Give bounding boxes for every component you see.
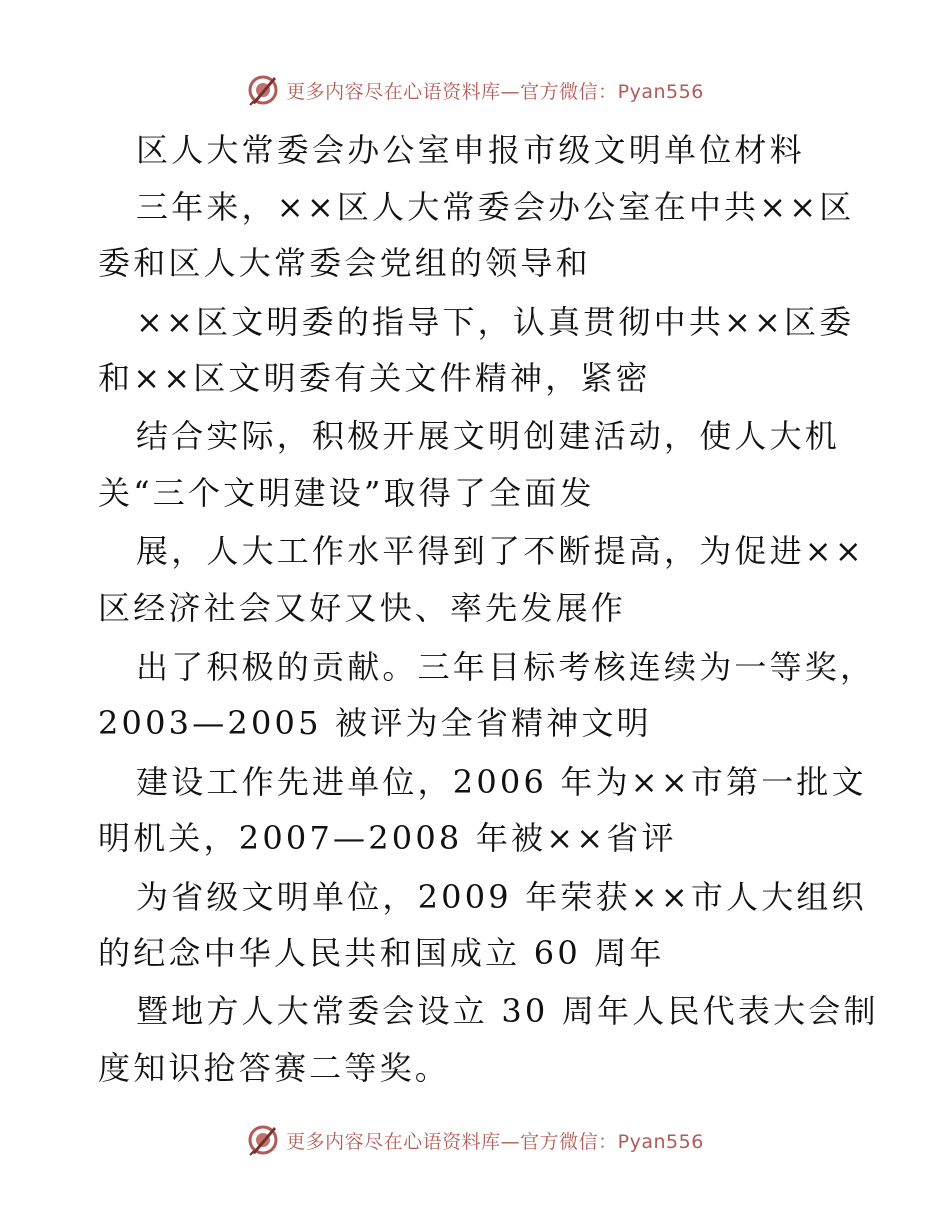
- paragraph-line: ××区文明委的指导下，认真贯彻中共××区委: [136, 303, 855, 341]
- paragraph-line: 明机关，2007—2008 年被××省评: [98, 819, 677, 857]
- header-watermark: [0, 70, 950, 110]
- watermark-text: 更多内容尽在心语资料库—官方微信：Pyan556: [286, 80, 704, 103]
- paragraph-line: 委和区人大常委会党组的领导和: [98, 244, 591, 282]
- paragraph-line: 和××区文明委有关文件精神，紧密: [98, 359, 651, 397]
- paragraph-line: 度知识抢答赛二等奖。: [98, 1049, 451, 1087]
- paragraph-line: 暨地方人大常委会设立 30 周年人民代表大会制: [136, 992, 879, 1030]
- paragraph-line: 建设工作先进单位，2006 年为××市第一批文: [136, 763, 867, 801]
- paragraph-line: 2003—2005 被评为全省精神文明: [98, 704, 652, 742]
- watermark-text: 更多内容尽在心语资料库—官方微信：Pyan556: [286, 1130, 704, 1153]
- footer-watermark: [0, 1120, 950, 1160]
- paragraph-line: 关“三个文明建设”取得了全面发: [98, 474, 595, 512]
- quill-seal-icon: [246, 73, 280, 107]
- quill-seal-icon: [246, 1123, 280, 1157]
- document-title: 区人大常委会办公室申报市级文明单位材料: [136, 131, 805, 169]
- paragraph-line: 结合实际，积极开展文明创建活动，使人大机: [136, 417, 841, 455]
- paragraph-line: 出了积极的贡献。三年目标考核连续为一等奖，: [136, 648, 876, 686]
- paragraph-line: 三年来，××区人大常委会办公室在中共××区: [136, 188, 855, 226]
- paragraph-line: 区经济社会又好又快、率先发展作: [98, 589, 627, 627]
- paragraph-line: 为省级文明单位，2009 年荣获××市人大组织: [136, 878, 867, 916]
- paragraph-line: 的纪念中华人民共和国成立 60 周年: [98, 934, 665, 972]
- paragraph-line: 展，人大工作水平得到了不断提高，为促进××: [136, 532, 865, 570]
